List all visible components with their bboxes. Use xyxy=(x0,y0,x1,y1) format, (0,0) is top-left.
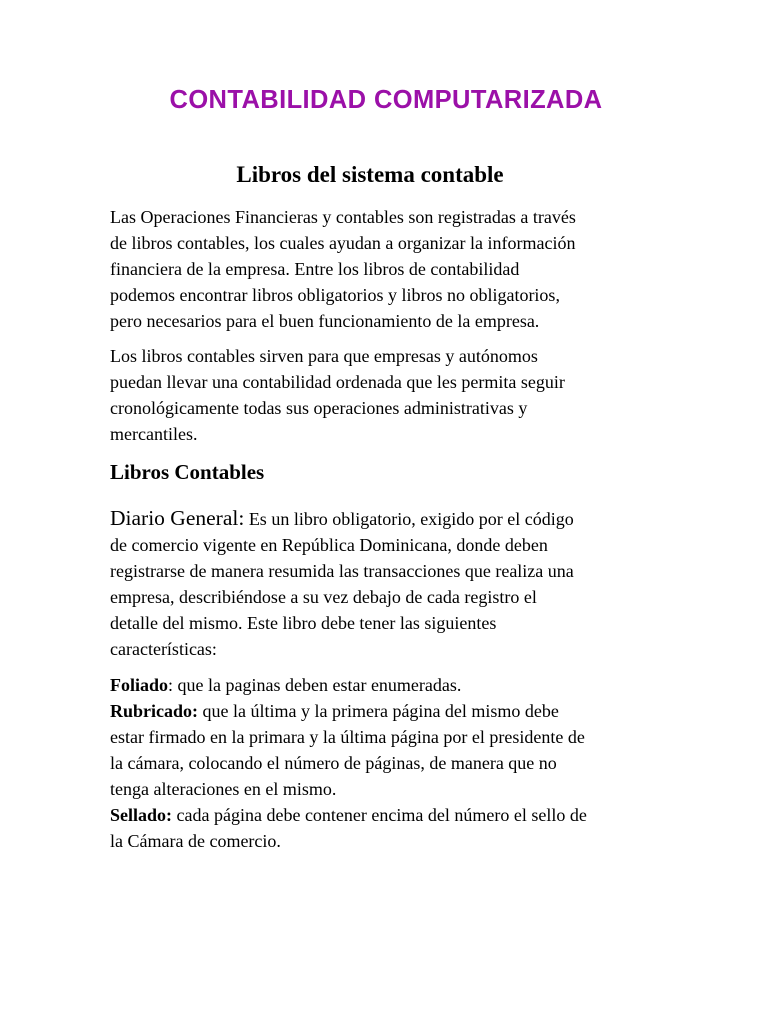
paragraph-line: Las Operaciones Financieras y contables son registradas a través xyxy=(110,207,576,227)
term-diario-general: Diario General: xyxy=(110,506,245,530)
paragraph-line: mercantiles. xyxy=(110,424,198,444)
paragraph-line: tenga alteraciones en el mismo. xyxy=(110,779,337,799)
paragraph-line xyxy=(110,505,670,532)
term-rubricado: Rubricado: xyxy=(110,701,199,721)
paragraph-line: de comercio vigente en República Dominicana, donde deben xyxy=(110,535,548,555)
characteristic-rubricado xyxy=(110,698,670,724)
definition-text: Es un libro obligatorio, exigido por el código xyxy=(244,509,574,529)
definition-text: cada página debe contener encima del número el sello de xyxy=(172,805,587,825)
paragraph-intro xyxy=(110,204,670,334)
section-heading: Libros Contables xyxy=(110,460,265,484)
paragraph-line: pero necesarios para el buen funcionamiento de la empresa. xyxy=(110,311,540,331)
paragraph-diario-general xyxy=(110,505,670,662)
paragraph-line: podemos encontrar libros obligatorios y libros no obligatorios, xyxy=(110,285,560,305)
term-sellado: Sellado: xyxy=(110,805,173,825)
paragraph-purpose xyxy=(110,343,670,447)
characteristics-list xyxy=(110,672,670,854)
characteristic-foliado xyxy=(110,672,670,698)
paragraph-line: detalle del mismo. Este libro debe tener las siguientes xyxy=(110,613,497,633)
paragraph-line: registrarse de manera resumida las transacciones que realiza una xyxy=(110,561,574,581)
paragraph-line: Los libros contables sirven para que empresas y autónomos xyxy=(110,346,538,366)
paragraph-line: la cámara, colocando el número de páginas, de manera que no xyxy=(110,753,557,773)
document-subtitle: Libros del sistema contable xyxy=(236,162,504,187)
paragraph-line: empresa, describiéndose a su vez debajo de cada registro el xyxy=(110,587,537,607)
paragraph-line: la Cámara de comercio. xyxy=(110,831,281,851)
definition-text: que la última y la primera página del mismo debe xyxy=(198,701,559,721)
paragraph-line: puedan llevar una contabilidad ordenada que les permita seguir xyxy=(110,372,565,392)
definition-text: : que la paginas deben estar enumeradas. xyxy=(168,675,462,695)
term-foliado: Foliado xyxy=(110,675,169,695)
paragraph-line: de libros contables, los cuales ayudan a organizar la información xyxy=(110,233,576,253)
document-title: CONTABILIDAD COMPUTARIZADA xyxy=(169,86,603,114)
paragraph-line: características: xyxy=(110,639,217,659)
paragraph-line: cronológicamente todas sus operaciones administrativas y xyxy=(110,398,528,418)
characteristic-sellado xyxy=(110,802,670,828)
paragraph-line: financiera de la empresa. Entre los libros de contabilidad xyxy=(110,259,520,279)
paragraph-line: estar firmado en la primara y la última página por el presidente de xyxy=(110,727,585,747)
